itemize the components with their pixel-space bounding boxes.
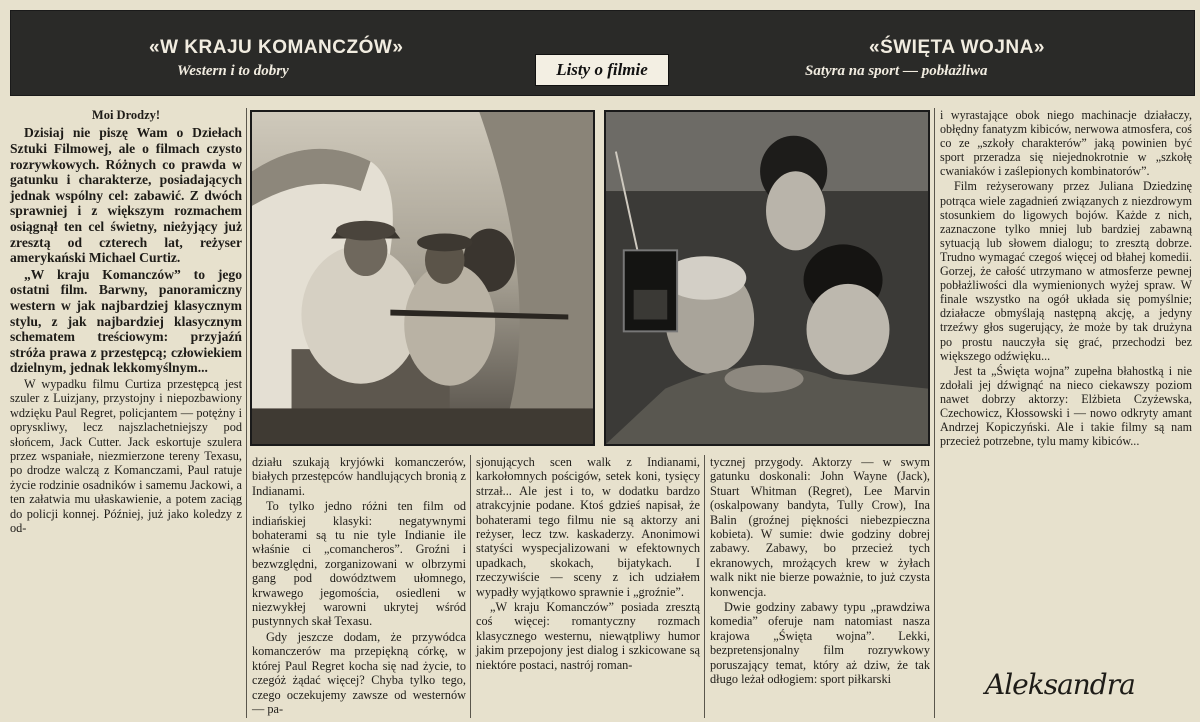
greeting: Moi Drodzy!: [91, 108, 161, 122]
article-column-3: [476, 455, 700, 672]
article-column-1: [10, 108, 242, 535]
author-signature: Aleksandra: [985, 668, 1135, 701]
intro-paragraph: Dzisiaj nie piszę Wam o Dziełach Sztuki Filmowej, ale o filmach czysto rozrywkowych. Różnych co prawda w gatunku i charakterze, posiadających jednak wspólny cel: zabawić. Z dwóch sprawniej i z większym rozmachem osiągnął ten cel świetny, nieżyjący już zresztą od czterech lat, reżyser amerykański Michael Curtiz.: [10, 125, 242, 266]
paragraph: „W kraju Komanczów” posiada zresztą coś więcej: romantyczny rozmach klasycznego westernu, niewątpliwy humor jakim przepojony jest dialog i szkicowane są niektóre postaci, nastrój roman-: [476, 600, 700, 672]
comedy-film-still-photo: [604, 110, 930, 446]
paragraph: Jest ta „Święta wojna” zupełna błahostką i nie zdołali jej dźwignąć na nieco ciekawszy poziom nawet dobrzy aktorzy: Elżbieta Czyżewska, Czechowicz, Kłossowski i — nowo odkryty amant Andrzej Kopiczyński. Ale i takie filmy są nam przecież potrzebne, tylu mamy kibiców...: [940, 363, 1192, 449]
article-column-4: [710, 455, 930, 687]
article-column-2: [252, 455, 466, 716]
paragraph: Film reżyserowany przez Juliana Dziedzinę potrąca wiele zagadnień związanych z niezdrowym stosunkiem do ligowych bojów. Każde z nich, zaznaczone tylko mniej lub bardziej zabawną sytuacją lub słowem dialogu; to zresztą dobrze. Trudno wymagać czegoś więcej od błahej komedii. Gorzej, że całość utrzymano w atmosferze pewnej pobłażliwości dla wymienionych wyżej spraw. W finale wszystko na ogół układa się pomyślnie; działacze obmyślają następną akcję, a jedyny trzeźwy głos sugerujący, że może by tak drużyna po prostu nauczyła się grać, przechodzi bez większego odźwięku...: [940, 179, 1192, 363]
paragraph: „W kraju Komanczów” to jego ostatni film. Barwny, panoramiczny western w jak najbardziej klasycznym stylu, z jak najbardziej klasycznym schematem treściowym: przyjaźń stróża prawa z przestępcą; człowiekiem dzielnym, jednak lekkomyślnym...: [10, 266, 242, 376]
header-banner: [10, 10, 1195, 96]
paragraph: sjonujących scen walk z Indianami, karkołomnych pościgów, setek koni, tysięcy strzał... Ale jest i to, w dodatku bardzo atrakcyjnie podane. Ktoś gdzieś napisał, że bohaterami tego filmu nie są aktorzy ani reżyser, lecz tzw. kaskaderzy. Anonimowi statyści wyspecjalizowani w efektownych upadkach, skokach, bijatykach. I rzeczywiście — sceny z ich udziałem wypadły wyjątkowo sprawnie i „groźnie”.: [476, 455, 700, 599]
paragraph: W wypadku filmu Curtiza przestępcą jest szuler z Luizjany, przystojny i niepozbawiony wdzięku Paul Regret, policjantem — potężny i oprysкliwy, lecz najszlachetniejszy pod słońcem, Jack Cutter. Jack eskortuje szulera przez wspaniałe, niezmierzone tereny Texasu, po drodze walczą z Komanczami, Paul ratuje życie rodzinie osadników i samemu Jackowi, a ten załatwia mu ułaskawienie, a potem zaciąg do policji konnej. Później, już jako koledzy z od-: [10, 376, 242, 535]
article-column-5: [940, 108, 1192, 448]
section-label: Listy o filmie: [535, 54, 669, 86]
column-rule: [470, 455, 471, 718]
paragraph: i wyrastające obok niego machinacje działaczy, obłędny fanatyzm kibiców, nerwowa atmosfera, coś co ze „szkoły charakterów” jaką powinien być sport przeradza się niejednokrotnie w „szkołę cwaniaków i zaślepionych kombinatorów”.: [940, 108, 1192, 179]
paragraph: To tylko jedno różni ten film od indiańskiej klasyki: negatywnymi bohaterami są tu nie tyle Indianie ile właśnie ci „comancheros”. Groźni i bezwzględni, zorganizowani w olbrzymi gang pod dowództwem ułomnego, krwawego jegomościa, osiedleni w niezwykłej warowni ukrytej wśród pustynnych skał Texasu.: [252, 499, 466, 629]
column-rule: [934, 108, 935, 718]
column-rule: [246, 108, 247, 718]
paragraph: działu szukają kryjówki komanczerów, białych przestępców handlujących bronią z Indianami.: [252, 455, 466, 498]
right-film-title: «ŚWIĘTA WOJNA»: [869, 37, 1045, 58]
paragraph: Dwie godziny zabawy typu „prawdziwa komedia” oferuje nam natomiast nasza krajowa „Święta wojna”. Lekki, bezpretensjonalny film rozrywkowy poruszający temat, który aż dziw, że tak długo leżał odłogiem: sport piłkarski: [710, 600, 930, 687]
column-rule: [704, 455, 705, 718]
western-film-still-photo: [250, 110, 595, 446]
right-film-subtitle: Satyra na sport — pobłażliwa: [805, 63, 988, 79]
paragraph: Gdy jeszcze dodam, że przywódca komanczerów ma przepiękną córkę, w której Paul Regret kocha się nad życie, to czegóż żądać więcej? Chyba tylko tego, czego oczekujemy zawsze od westernów — pa-: [252, 629, 466, 716]
left-film-subtitle: Western i to dobry: [177, 63, 289, 79]
left-film-title: «W KRAJU KOMANCZÓW»: [149, 37, 404, 58]
paragraph: tycznej przygody. Aktorzy — w swym gatunku doskonali: John Wayne (Jack), Stuart Whitman (Regret), Lee Marvin (oskalpowany bandyta, Tully Crow), Ina Balin (groźnej piękności niebezpieczna kobieta). W sumie: dwie godziny dobrej zabawy. Zabawy, bo przecież tych ekranowych, mrożących krew w żyłach walk nikt nie bierze poważnie, to już czysta konwencja.: [710, 455, 930, 599]
